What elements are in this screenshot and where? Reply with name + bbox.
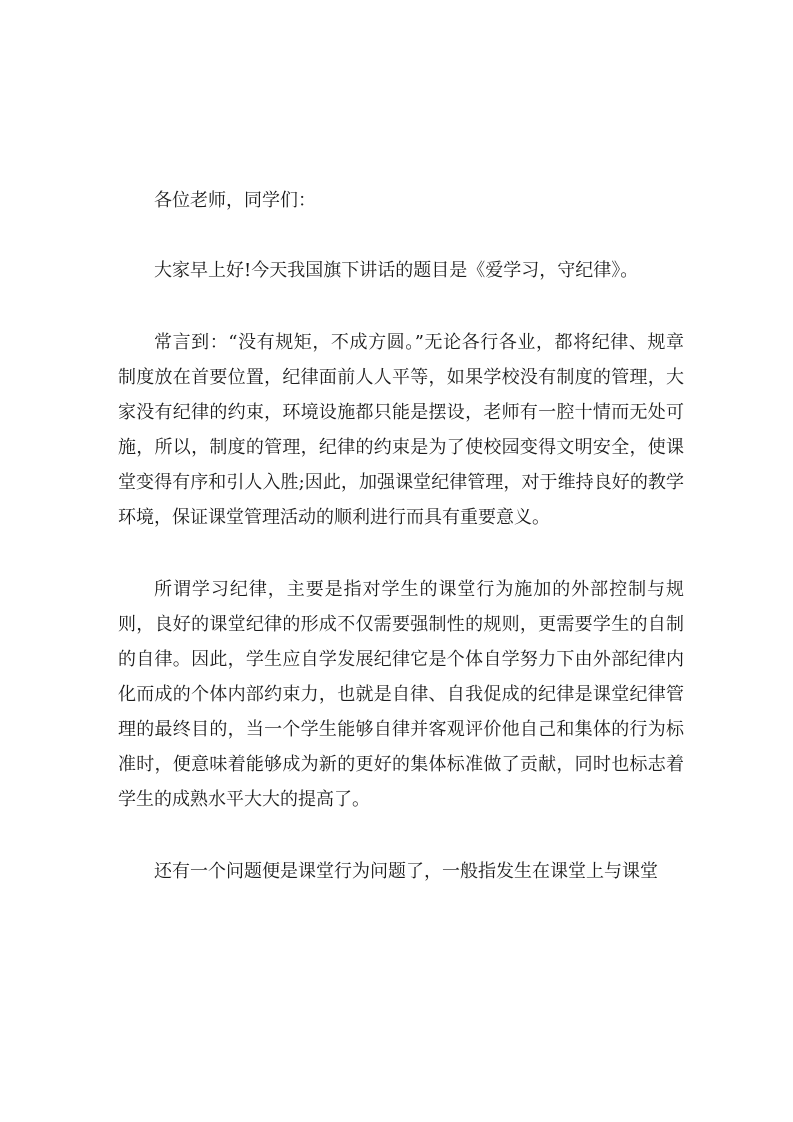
paragraph-greeting: 大家早上好!今天我国旗下讲话的题目是《爱学习，守纪律》。 [154, 260, 639, 281]
paragraph-salutation: 各位老师，同学们： [154, 190, 316, 211]
paragraph-classroom-behavior: 还有一个问题便是课堂行为问题了，一般指发生在课堂上与课堂 [154, 861, 658, 882]
paragraph-discipline-importance: 常言到：“没有规矩，不成方圆。”无论各行各业，都将纪律、规章制度放在首要位置，纪律面前人人平等，如果学校没有制度的管理，大家没有纪律的约束，环境设施都只能是摆设，老师有一腔十情而无处可施，所以，制度的管理，纪律的约束是为了使校园变得文明安全，使课堂变得有序和引人入胜;因此，加强课堂纪律管理，对于维持良好的教学环境，保证课堂管理活动的顺利进行而具有重要意义。 [118, 332, 684, 528]
document-body [118, 183, 684, 926]
paragraph-learning-discipline: 所谓学习纪律，主要是指对学生的课堂行为施加的外部控制与规则，良好的课堂纪律的形成不仅需要强制性的规则，更需要学生的自制的自律。因此，学生应自学发展纪律它是个体自学努力下由外部纪律内化而成的个体内部约束力，也就是自律、自我促成的纪律是课堂纪律管理的最终目的，当一个学生能够自律并客观评价他自己和集体的行为标准时，便意味着能够成为新的更好的集体标准做了贡献，同时也标志着学生的成熟水平大大的提高了。 [118, 579, 684, 810]
